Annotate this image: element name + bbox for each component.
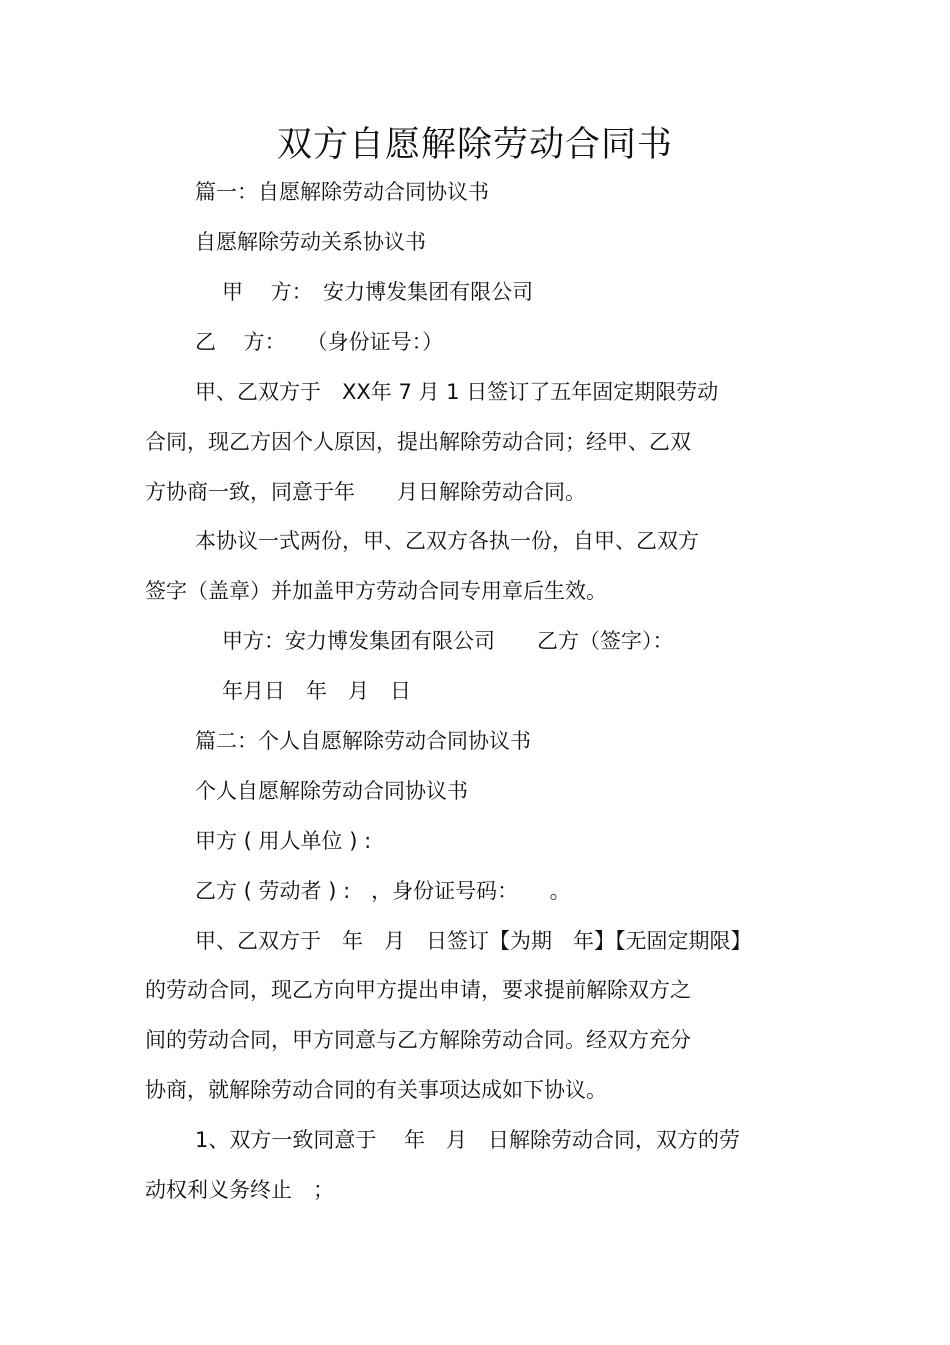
employee-line: 乙方 ( 劳动者 ) : ，身份证号码： 。 bbox=[195, 879, 571, 903]
party-a-line: 甲 方： 安力博发集团有限公司 bbox=[222, 280, 534, 304]
paragraph-line: 甲、乙双方于 年 月 日签订【为期 年】【无固定期限】 bbox=[195, 929, 752, 953]
subtitle-1: 自愿解除劳动关系协议书 bbox=[195, 230, 426, 254]
section-heading-1: 篇一：自愿解除劳动合同协议书 bbox=[195, 180, 489, 204]
document-title: 双方自愿解除劳动合同书 bbox=[276, 125, 673, 165]
subtitle-2: 个人自愿解除劳动合同协议书 bbox=[195, 779, 468, 803]
section-heading-2: 篇二：个人自愿解除劳动合同协议书 bbox=[195, 729, 531, 753]
paragraph-line: 间的劳动合同，甲方同意与乙方解除劳动合同。经双方充分 bbox=[145, 1028, 691, 1052]
date-line: 年月日 年 月 日 bbox=[222, 679, 411, 703]
signature-line: 甲方：安力博发集团有限公司 乙方（签字）： bbox=[222, 629, 674, 653]
paragraph-line: 本协议一式两份，甲、乙双方各执一份，自甲、乙双方 bbox=[195, 529, 699, 553]
employer-line: 甲方 ( 用人单位 ) : bbox=[195, 829, 372, 853]
paragraph-line: 甲、乙双方于 XX年 7 月 1 日签订了五年固定期限劳动 bbox=[195, 380, 719, 404]
paragraph-line: 的劳动合同，现乙方向甲方提出申请，要求提前解除双方之 bbox=[145, 978, 691, 1002]
party-b-line: 乙 方： （身份证号：） bbox=[195, 330, 444, 354]
paragraph-line: 协商，就解除劳动合同的有关事项达成如下协议。 bbox=[145, 1078, 607, 1102]
paragraph-line: 合同，现乙方因个人原因，提出解除劳动合同；经甲、乙双 bbox=[145, 430, 691, 454]
paragraph-line: 方协商一致，同意于年 月日解除劳动合同。 bbox=[145, 480, 586, 504]
clause-1-line: 动权利义务终止 ； bbox=[145, 1178, 334, 1202]
paragraph-line: 签字（盖章）并加盖甲方劳动合同专用章后生效。 bbox=[145, 579, 607, 603]
clause-1-line: 1、双方一致同意于 年 月 日解除劳动合同，双方的劳 bbox=[195, 1128, 741, 1152]
